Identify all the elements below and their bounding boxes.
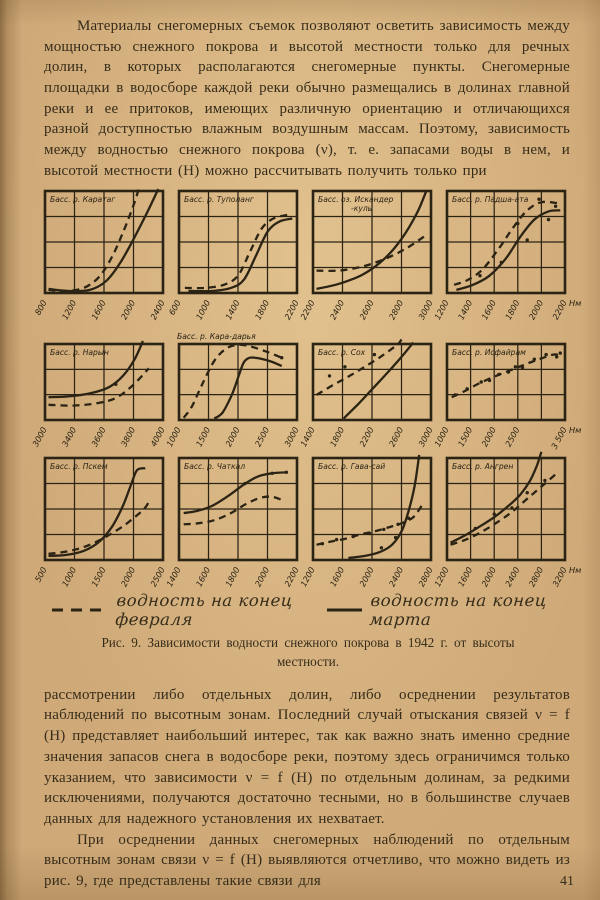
x-tick-label: 1800: [327, 424, 347, 448]
chart-svg: [32, 455, 170, 595]
figure-chart: [298, 188, 438, 328]
x-tick-label: 2000: [223, 424, 242, 448]
x-tick-label: 2000: [252, 564, 272, 588]
figure-chart: [32, 188, 170, 328]
x-tick-label: 2000: [118, 297, 138, 321]
x-tick-label: 2000: [479, 564, 498, 588]
figure-chart: [32, 455, 170, 595]
x-tick-label: 2500: [148, 564, 167, 588]
legend-item-february: [50, 591, 325, 629]
legend-label-march: водность на конец марта: [368, 590, 548, 629]
x-tick-label: 1200: [298, 564, 317, 588]
axis-unit-label: Нм: [569, 297, 582, 308]
x-tick-label: 2200: [298, 297, 317, 321]
chart-title: Басс. р. Туполанг: [184, 194, 254, 204]
x-tick-label: 2400: [386, 564, 406, 588]
x-tick-label: 800: [32, 297, 49, 317]
x-tick-label: 500: [32, 564, 49, 584]
chart-svg: [432, 455, 582, 595]
x-tick-label: 2600: [357, 297, 376, 321]
chart-title: Басс. р. Гава-сай: [318, 461, 386, 471]
x-tick-label: 3200: [550, 564, 569, 588]
x-tick-label: 1600: [327, 564, 347, 588]
chart-title: Басс. р. Чаткал: [184, 461, 246, 471]
chart-title: Басс. оз. Искандер: [318, 194, 394, 204]
x-tick-label: 3000: [416, 297, 435, 321]
x-tick-label: 2200: [282, 297, 301, 321]
x-tick-label: 1800: [502, 297, 522, 321]
intro-paragraph: Материалы снегомерных съемок позволяют осветить зависимость между мощностью снежного покрова и высотой местности только для речных долин, в которых располагаются снегомерные пункты. Снегомерные площадки в водосборе каждой реки обычно размещались в долинах главной реки и ее притоков, имеющих различную ориентацию и отличающихся разной доступностью влажным воздушным массам. Поэтому, зависимость между водностью снежного покрова (ν), т. е. запасами воды в нем, и высотой местности (H) можно рассчитывать получить только при: [44, 18, 570, 179]
figure-chart: [30, 328, 170, 455]
x-tick-label: 3 500: [548, 424, 569, 451]
x-tick-label: 4000: [148, 424, 167, 448]
x-tick-label: 1500: [455, 424, 475, 448]
x-tick-label: 2000: [526, 297, 546, 321]
figure-row-1: [32, 188, 582, 328]
x-tick-label: 2800: [416, 564, 435, 588]
chart-title: Басс. р. Нарын: [50, 347, 109, 357]
axis-unit-label: Нм: [569, 564, 582, 575]
x-tick-label: 2500: [252, 424, 272, 448]
figure-chart: [298, 455, 438, 595]
x-tick-label: 3000: [30, 424, 49, 448]
x-tick-label: 1000: [432, 424, 451, 448]
chart-svg: [298, 188, 438, 328]
figure-chart: [432, 188, 582, 328]
legend-item-march: [325, 591, 566, 629]
dashed-line-swatch: [50, 605, 108, 615]
chart-title: Басс. р. Ангрен: [452, 461, 514, 471]
x-tick-label: 2800: [526, 564, 546, 588]
x-tick-label: 2000: [118, 564, 138, 588]
x-tick-label: 1400: [298, 424, 317, 448]
x-tick-label: 1500: [89, 564, 108, 588]
figure-caption: Рис. 9. Зависимости водности снежного покрова в 1942 г. от высоты местности.: [101, 634, 515, 669]
figure-row-3: [32, 455, 582, 595]
x-tick-label: 2200: [550, 297, 569, 321]
chart-svg: [298, 328, 438, 455]
figure-chart: [298, 328, 438, 455]
chart-title: Басс. р. Исфайрам: [452, 347, 526, 357]
chart-svg: [30, 328, 170, 455]
chart-svg: [432, 328, 582, 455]
chart-svg: [164, 455, 304, 595]
x-tick-label: 1200: [432, 297, 451, 321]
x-tick-label: 2600: [386, 424, 406, 448]
chart-title: Басс. р. Кара-дарья: [177, 331, 256, 341]
x-tick-label: 2500: [502, 424, 522, 448]
x-tick-label: 1600: [455, 564, 475, 588]
svg-text:-куль: -куль: [351, 203, 373, 213]
x-tick-label: 3000: [416, 424, 435, 448]
chart-svg: [432, 188, 582, 328]
x-tick-label: 2000: [479, 424, 498, 448]
figure-chart: [166, 188, 304, 328]
x-tick-label: 2000: [357, 564, 376, 588]
x-tick-label: 2400: [502, 564, 522, 588]
x-tick-label: 1400: [164, 564, 183, 588]
x-tick-label: 3800: [118, 424, 138, 448]
figure-chart: [164, 328, 304, 455]
x-tick-label: 1400: [223, 297, 242, 321]
x-tick-label: 2200: [282, 564, 301, 588]
chart-title: Басс. р. Каратаг: [50, 194, 116, 204]
body-paragraph-2: При осреднении данных снегомерных наблюдений по отдельным высотным зонам связи ν = f (H) выявляются отчетливо, что можно видеть из рис. 9, где представлены такие связи для: [44, 831, 570, 889]
figure-chart: [432, 455, 582, 595]
x-tick-label: 1800: [223, 564, 242, 588]
figure-charts-grid: [30, 188, 582, 595]
x-tick-label: 2400: [327, 297, 347, 321]
chart-svg: [32, 188, 170, 328]
x-tick-label: 1000: [164, 424, 183, 448]
x-tick-label: 1600: [479, 297, 498, 321]
figure-chart: [432, 328, 582, 455]
x-tick-label: 3000: [282, 424, 301, 448]
body-paragraph-1: рассмотрении либо отдельных долин, либо осреднении результатов наблюдений по высотным зонам. Последний случай отыскания связей ν = f (H) представляет наибольший интерес, так как важно знать именно средние значения запасов снега в водосборе реки, поэтому здесь ограничимся только указанием, что зависимости ν = f (H) по отдельным долинам, за редкими исключениями, получаются достаточно тесными, но в большинстве случаев данных для надежного установления их нехватает.: [44, 686, 570, 827]
figure-legend: [50, 590, 566, 629]
x-tick-label: 1600: [193, 564, 213, 588]
x-tick-label: 3600: [89, 424, 108, 448]
x-tick-label: 1000: [59, 564, 79, 588]
x-tick-label: 1500: [193, 424, 213, 448]
x-tick-label: 2800: [386, 297, 406, 321]
chart-title: Басс. р. Пскем: [50, 461, 108, 471]
figure-chart: [164, 455, 304, 595]
x-tick-label: 2400: [148, 297, 167, 321]
x-tick-label: 1400: [455, 297, 475, 321]
chart-svg: [166, 188, 304, 328]
solid-line-swatch: [325, 605, 362, 615]
x-tick-label: 1600: [89, 297, 108, 321]
chart-svg: [298, 455, 438, 595]
page-number: 41: [560, 874, 574, 889]
chart-title: Басс. р. Падша-ата: [452, 194, 529, 204]
figure-row-2: [30, 328, 582, 455]
x-tick-label: 1800: [252, 297, 272, 321]
x-tick-label: 1000: [193, 297, 213, 321]
figure-9: [30, 188, 582, 671]
x-tick-label: 2200: [357, 424, 376, 448]
legend-label-february: водность на конец февраля: [114, 590, 294, 629]
chart-svg: [164, 328, 304, 455]
x-tick-label: 1200: [59, 297, 79, 321]
axis-unit-label: Нм: [569, 424, 582, 435]
x-tick-label: 600: [166, 297, 183, 317]
x-tick-label: 3400: [59, 424, 79, 448]
x-tick-label: 1200: [432, 564, 451, 588]
chart-title: Басс. р. Сох: [318, 347, 366, 357]
